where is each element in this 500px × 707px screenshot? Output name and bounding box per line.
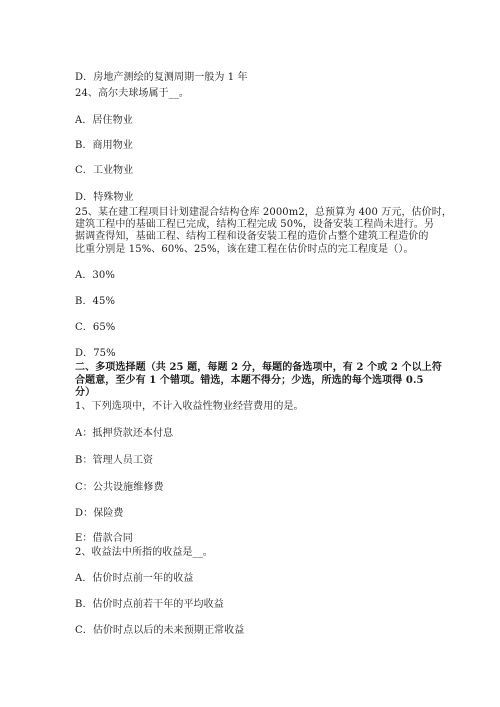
option-d-line: D．房地产测绘的复测周期一般为 1 年 [75,72,248,83]
question-25-line-2: 建筑工程中的基础工程已完成，结构工程完成 50%，设备安装工程尚未进行。另 [75,219,435,230]
option-b: B：管理人员工资 [75,455,154,466]
question-25-line-1: 25、某在建工程项目计划建混合结构仓库 2000m2，总预算为 400 万元，估价时， [75,207,452,218]
section-heading-line-1: 二、多项选择题（共 25 题，每题 2 分，每题的备选项中，有 2 个或 2 个以上符 [75,362,442,373]
option-e: E：借款合同 [75,533,133,544]
option-a: A．居住物业 [75,115,133,126]
section-heading-line-2: 合题意，至少有 1 个错项。错选，本题不得分；少选，所选的每个选项得 0.5 [75,375,424,386]
option-b: B．估价时点前若干年的平均收益 [75,599,224,610]
option-a: A．30% [75,270,115,281]
option-c: C．估价时点以后的未来预期正常收益 [75,625,245,636]
question-1: 1、下列选项中，不计入收益性物业经营费用的是。 [75,401,304,412]
option-c: C．工业物业 [75,165,134,176]
option-d: D：保险费 [75,508,124,519]
question-25-line-3: 据调查得知，基础工程、结构工程和设备安装工程的造价占整个建筑工程造价的 [75,231,429,242]
question-2: 2、收益法中所指的收益是__。 [75,547,213,558]
option-a: A：抵押贷款还本付息 [75,428,174,439]
section-heading-line-3: 分） [75,387,96,398]
option-c: C：公共设施维修费 [75,482,164,493]
option-c: C．65% [75,322,116,333]
question-24: 24、高尔夫球场属于__。 [75,88,190,99]
question-25-line-4: 比重分别是 15%、60%、25%，该在建工程在估价时点的完工程度是（）。 [75,244,414,255]
option-a: A．估价时点前一年的收益 [75,573,194,584]
option-b: B．45% [75,296,116,307]
option-d: D．特殊物业 [75,192,134,203]
option-d: D．75% [75,348,116,359]
option-b: B．商用物业 [75,140,133,151]
